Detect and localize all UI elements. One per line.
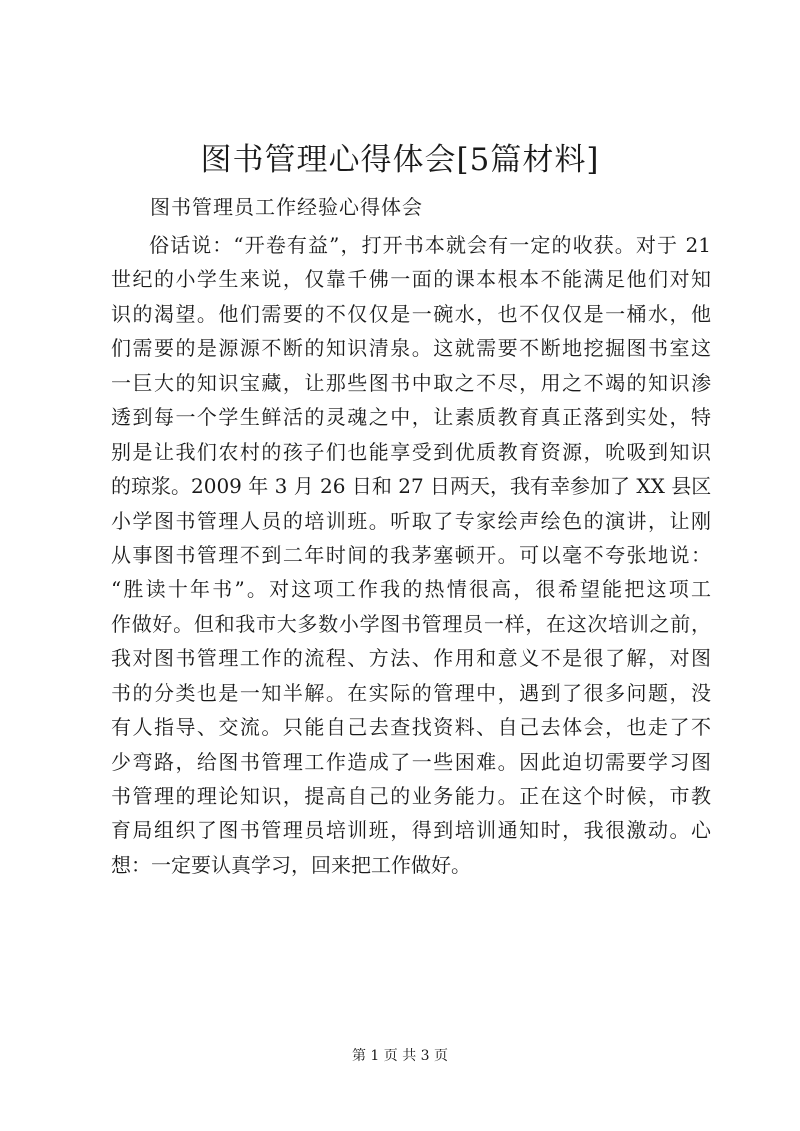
text-line: 的琼浆。2009 年 3 月 26 日和 27 日两天，我有幸参加了 XX 县区: [111, 474, 712, 499]
text-line: 世纪的小学生来说，仅靠千佛一面的课本根本不能满足他们对知: [111, 267, 711, 292]
text-line: 小学图书管理人员的培训班。听取了专家绘声绘色的演讲，让刚: [111, 508, 711, 533]
body-text: [111, 228, 711, 882]
text-line: “胜读十年书”。对这项工作我的热情很高，很希望能把这项工: [111, 577, 711, 602]
subtitle: 图书管理员工作经验心得体会: [150, 195, 423, 219]
text-line: 书管理的理论知识，提高自己的业务能力。正在这个时候，市教: [111, 784, 711, 808]
text-line: 从事图书管理不到二年时间的我茅塞顿开。可以毫不夸张地说：: [111, 542, 711, 567]
text-line: 我对图书管理工作的流程、方法、作用和意义不是很了解，对图: [111, 646, 711, 671]
text-line: 少弯路，给图书管理工作造成了一些困难。因此迫切需要学习图: [111, 749, 711, 774]
text-line: 俗话说：“开卷有益”，打开书本就会有一定的收获。对于 21: [149, 233, 711, 257]
text-line: 一巨大的知识宝藏，让那些图书中取之不尽，用之不竭的知识渗: [111, 370, 711, 395]
text-line: 识的渴望。他们需要的不仅仅是一碗水，也不仅仅是一桶水，他: [111, 301, 711, 326]
page-title: 图书管理心得体会[5篇材料]: [200, 142, 600, 178]
text-line: 想：一定要认真学习，回来把工作做好。: [111, 852, 471, 877]
text-line: 有人指导、交流。只能自己去查找资料、自己去体会，也走了不: [111, 715, 711, 740]
text-line: 育局组织了图书管理员培训班，得到培训通知时，我很激动。心: [111, 818, 711, 843]
text-line: 作做好。但和我市大多数小学图书管理员一样，在这次培训之前，: [111, 611, 711, 636]
text-line: 们需要的是源源不断的知识清泉。这就需要不断地挖掘图书室这: [111, 336, 711, 361]
page-footer: 第 1 页 共 3 页: [351, 1048, 449, 1064]
text-line: 透到每一个学生鲜活的灵魂之中，让素质教育真正落到实处，特: [111, 405, 711, 430]
text-line: 书的分类也是一知半解。在实际的管理中，遇到了很多问题，没: [111, 680, 711, 705]
text-line: 别是让我们农村的孩子们也能享受到优质教育资源，吮吸到知识: [111, 439, 711, 464]
